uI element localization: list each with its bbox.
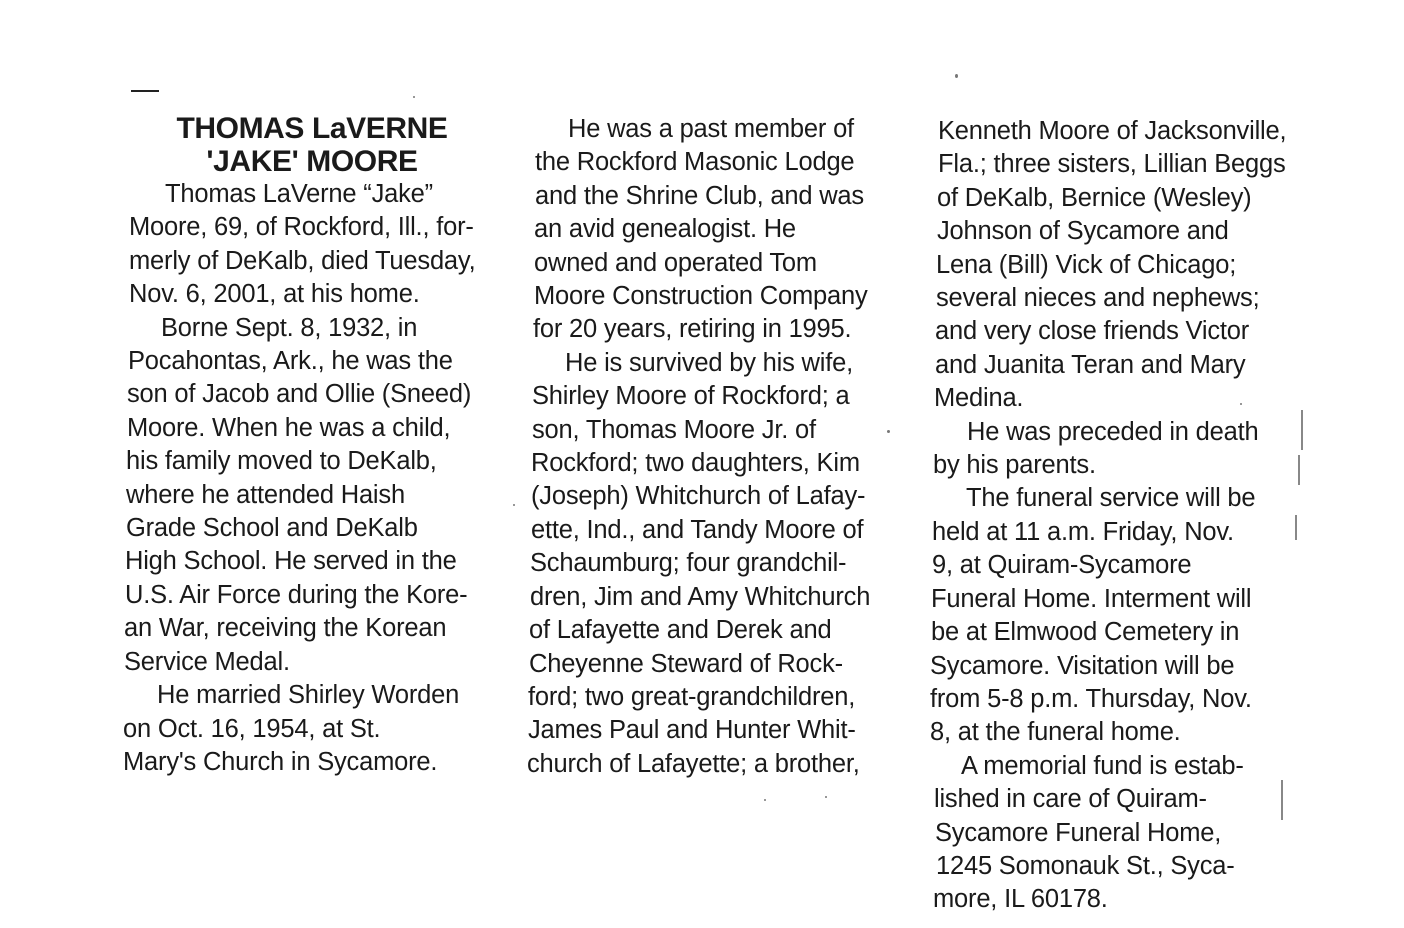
text-line: more, IL 60178. (933, 885, 1108, 914)
text-line: several nieces and nephews; (936, 284, 1260, 313)
text-line: (Joseph) Whitchurch of Lafay- (531, 482, 866, 511)
scan-speck (413, 96, 415, 98)
text-line: son, Thomas Moore Jr. of (532, 415, 816, 444)
text-line: Thomas LaVerne “Jake” (165, 180, 433, 208)
text-line: Pocahontas, Ark., he was the (128, 347, 453, 376)
scan-speck (825, 796, 827, 798)
text-line: He was a past member of (568, 115, 854, 143)
headline-line: THOMAS LaVERNE (176, 112, 448, 145)
text-line: from 5-8 p.m. Thursday, Nov. (930, 684, 1252, 713)
text-line: the Rockford Masonic Lodge (535, 148, 855, 177)
text-line: 1245 Somonauk St., Syca- (936, 851, 1235, 880)
text-line: his family moved to DeKalb, (126, 447, 437, 476)
text-line: 9, at Quiram-Sycamore (932, 551, 1192, 580)
obituary-headline (123, 112, 501, 178)
column-2 (527, 113, 907, 781)
text-line: Service Medal. (124, 647, 290, 676)
text-line: son of Jacob and Ollie (Sneed) (127, 380, 472, 409)
text-line: of Lafayette and Derek and (529, 616, 832, 645)
text-line: be at Elmwood Cemetery in (931, 618, 1240, 647)
text-line: The funeral service will be (966, 484, 1256, 513)
column-3 (930, 115, 1310, 917)
text-line: A memorial fund is estab- (961, 751, 1244, 780)
text-line: Sycamore. Visitation will be (930, 651, 1235, 680)
text-line: church of Lafayette; a brother, (527, 749, 860, 778)
scan-speck (887, 430, 890, 433)
paragraph (930, 482, 1310, 749)
text-line: lished in care of Quiram- (934, 785, 1207, 814)
text-line: Funeral Home. Interment will (931, 584, 1252, 613)
text-line: for 20 years, retiring in 1995. (533, 315, 852, 344)
text-line: merly of DeKalb, died Tuesday, (129, 246, 476, 275)
text-line: an avid genealogist. He (534, 215, 796, 244)
text-line: ette, Ind., and Tandy Moore of (531, 515, 864, 544)
text-line: Moore. When he was a child, (127, 413, 451, 442)
text-line: Moore, 69, of Rockford, Ill., for- (129, 213, 474, 242)
text-line: James Paul and Hunter Whit- (528, 716, 856, 745)
paragraph (527, 113, 907, 347)
text-line: Johnson of Sycamore and (937, 217, 1229, 246)
text-line: and the Shrine Club, and was (535, 181, 864, 210)
text-line: ford; two great-grandchildren, (528, 682, 856, 711)
text-line: He was preceded in death (967, 417, 1259, 446)
scan-speck (513, 504, 515, 506)
text-line: Lena (Bill) Vick of Chicago; (936, 250, 1237, 279)
paragraph (123, 178, 501, 312)
scan-edge-line (1298, 455, 1300, 485)
text-line: Kenneth Moore of Jacksonville, (938, 117, 1287, 145)
text-line: He married Shirley Worden (157, 681, 460, 710)
headline-line: 'JAKE' MOORE (206, 145, 418, 178)
text-line: High School. He served in the (125, 547, 457, 576)
text-line: Mary's Church in Sycamore. (123, 747, 438, 776)
text-line: held at 11 a.m. Friday, Nov. (932, 517, 1234, 546)
text-line: and Juanita Teran and Mary (935, 350, 1246, 379)
column-1 (123, 112, 501, 779)
scan-speck (1240, 403, 1242, 405)
text-line: and very close friends Victor (935, 317, 1250, 346)
scan-edge-line (1301, 410, 1303, 450)
text-line: of DeKalb, Bernice (Wesley) (937, 183, 1252, 212)
text-line: by his parents. (933, 451, 1096, 480)
paragraph (527, 347, 907, 781)
scan-edge-line (1295, 515, 1297, 540)
paragraph (930, 416, 1310, 483)
paragraph (930, 750, 1310, 917)
text-line: where he attended Haish (126, 480, 405, 509)
column-rule-mark (131, 90, 159, 92)
text-line: Sycamore Funeral Home, (935, 818, 1222, 847)
text-line: owned and operated Tom (534, 248, 817, 277)
text-line: Borne Sept. 8, 1932, in (161, 313, 418, 342)
text-line: U.S. Air Force during the Kore- (125, 580, 468, 609)
text-line: Fla.; three sisters, Lillian Beggs (938, 150, 1286, 179)
paragraph (123, 312, 501, 679)
text-line: Schaumburg; four grandchil- (530, 549, 847, 578)
text-line: Moore Construction Company (534, 282, 868, 311)
text-line: He is survived by his wife, (565, 348, 853, 377)
paragraph (930, 115, 1310, 416)
text-line: Cheyenne Steward of Rock- (529, 649, 843, 678)
text-line: Nov. 6, 2001, at his home. (129, 280, 420, 309)
text-line: Shirley Moore of Rockford; a (532, 382, 850, 411)
text-line: dren, Jim and Amy Whitchurch (530, 582, 871, 611)
scan-speck (955, 74, 958, 78)
text-line: Rockford; two daughters, Kim (531, 449, 860, 478)
scan-edge-line (1281, 780, 1283, 820)
text-line: an War, receiving the Korean (124, 614, 447, 643)
paragraph (123, 679, 501, 779)
scan-speck (764, 799, 766, 801)
text-line: on Oct. 16, 1954, at St. (123, 714, 381, 743)
text-line: 8, at the funeral home. (930, 718, 1181, 747)
text-line: Medina. (934, 384, 1024, 413)
text-line: Grade School and DeKalb (126, 514, 418, 543)
